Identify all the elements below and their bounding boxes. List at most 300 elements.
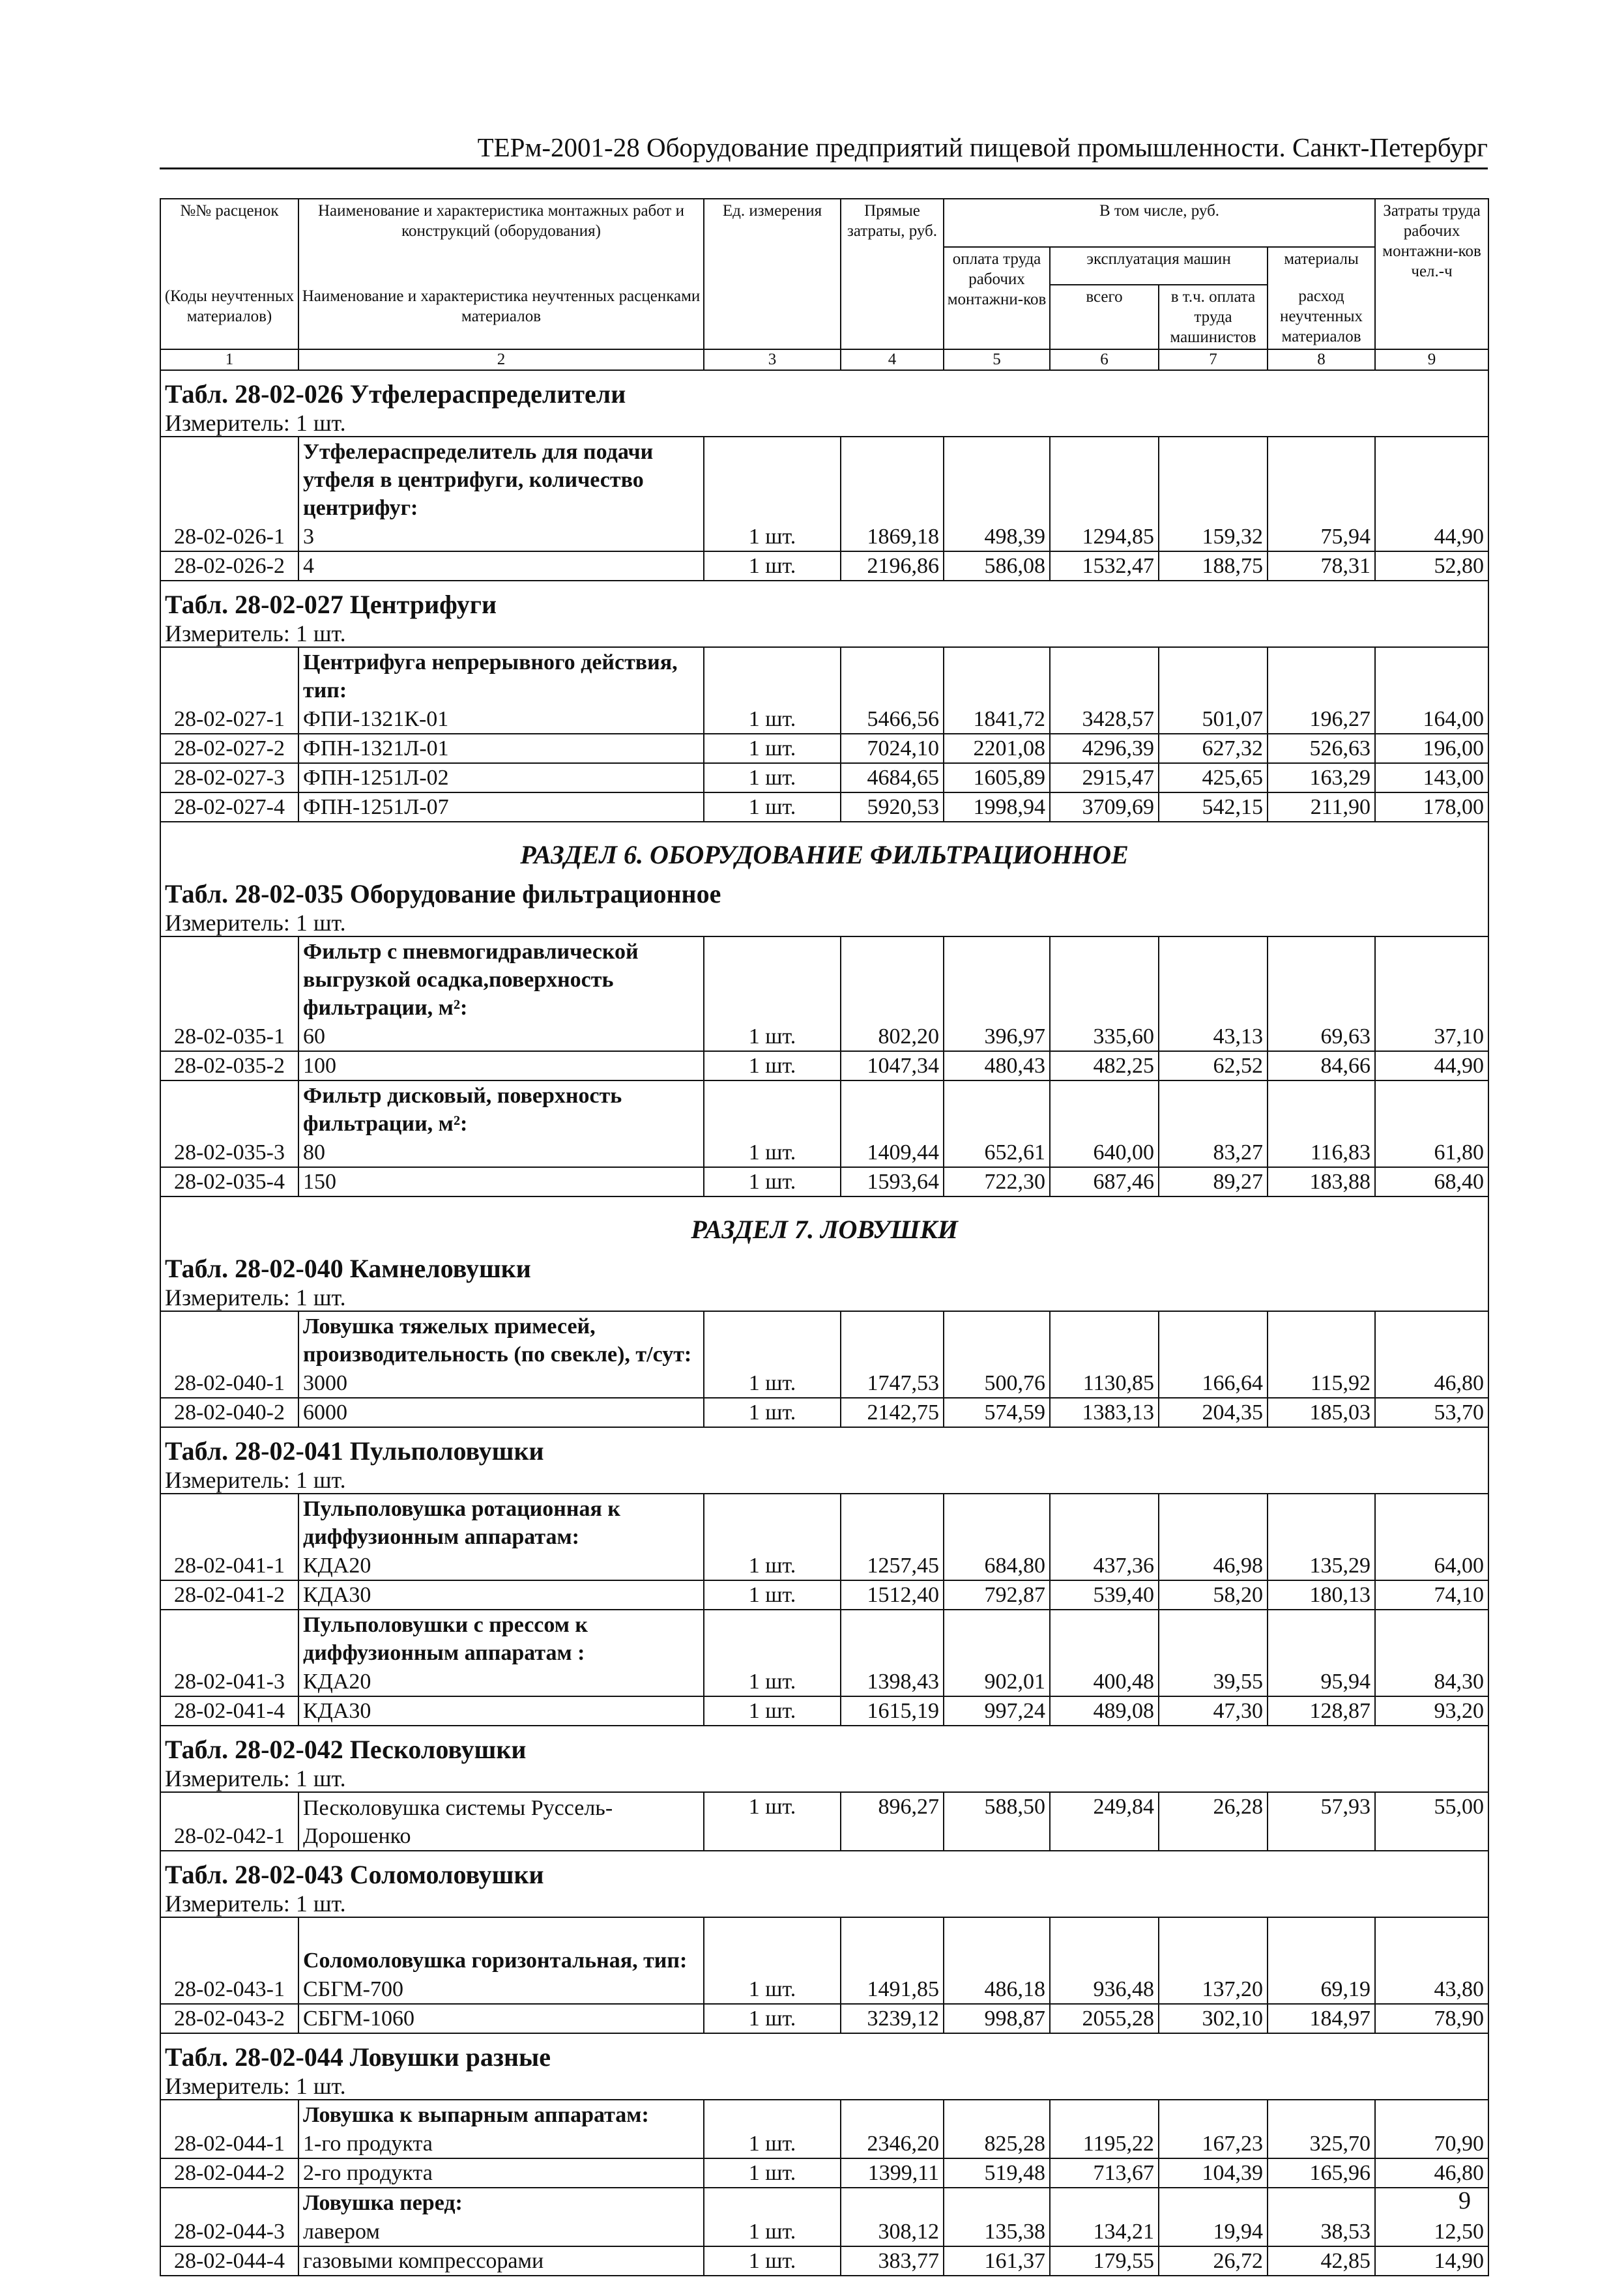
empty-cell (1375, 936, 1488, 1022)
cell-materials: 325,70 (1268, 2129, 1375, 2158)
cell-materials: 185,03 (1268, 1398, 1375, 1427)
empty-cell (841, 647, 944, 704)
cell-labor-pay: 1605,89 (944, 763, 1050, 792)
cell-machinist-pay: 167,23 (1159, 2129, 1268, 2158)
head-materials: материалы (1268, 247, 1375, 285)
col-num-1: 1 (160, 349, 298, 370)
cell-direct-costs: 1747,53 (841, 1369, 944, 1398)
cell-direct-costs: 1869,18 (841, 522, 944, 551)
empty-cell (1268, 1311, 1375, 1369)
cell-direct-costs: 1512,40 (841, 1580, 944, 1610)
cell-direct-costs: 7024,10 (841, 734, 944, 763)
cell-machine-total: 2055,28 (1050, 2004, 1159, 2033)
cell-direct-costs: 1409,44 (841, 1138, 944, 1167)
head-machine-total: всего (1050, 285, 1159, 349)
cell-unit: 1 шт. (704, 1138, 841, 1167)
cell-labor-hours: 55,00 (1375, 1792, 1488, 1851)
cell-direct-costs: 1491,85 (841, 1975, 944, 2004)
cell-machine-total: 1130,85 (1050, 1369, 1159, 1398)
cell-machine-total: 936,48 (1050, 1975, 1159, 2004)
cell-rate-code: 28-02-044-2 (160, 2158, 298, 2188)
measure-unit: Измеритель: 1 шт. (160, 2073, 1488, 2100)
empty-cell (841, 1311, 944, 1369)
cell-labor-pay: 498,39 (944, 522, 1050, 551)
group-description: Центрифуга непрерывного действия, тип: (298, 647, 704, 704)
cell-unit: 1 шт. (704, 1051, 841, 1080)
col-num-7: 7 (1159, 349, 1268, 370)
cell-direct-costs: 1593,64 (841, 1167, 944, 1196)
cell-rate-code: 28-02-042-1 (160, 1792, 298, 1851)
table-row (160, 1580, 1488, 1610)
cell-labor-pay: 586,08 (944, 551, 1050, 581)
head-machine-operation: эксплуатация машин (1050, 247, 1268, 285)
cell-machinist-pay: 26,28 (1159, 1792, 1268, 1851)
empty-cell (1375, 1080, 1488, 1138)
cell-machinist-pay: 104,39 (1159, 2158, 1268, 2188)
cell-work-name: лавером (298, 2217, 704, 2246)
cell-unit: 1 шт. (704, 522, 841, 551)
cell-labor-pay: 722,30 (944, 1167, 1050, 1196)
cell-rate-code: 28-02-027-1 (160, 704, 298, 734)
col-num-8: 8 (1268, 349, 1375, 370)
cell-work-name: КДА30 (298, 1580, 704, 1610)
cell-materials: 95,94 (1268, 1667, 1375, 1696)
cell-unit: 1 шт. (704, 1580, 841, 1610)
empty-cell (1050, 437, 1159, 522)
cell-labor-hours: 93,20 (1375, 1696, 1488, 1726)
empty-cell (704, 2188, 841, 2217)
cell-unit: 1 шт. (704, 1667, 841, 1696)
measure-row (160, 1467, 1488, 1494)
cell-labor-hours: 196,00 (1375, 734, 1488, 763)
cell-work-name: ФПИ-1321К-01 (298, 704, 704, 734)
cell-unit: 1 шт. (704, 1022, 841, 1051)
empty-cell (704, 1311, 841, 1369)
empty-cell (1375, 437, 1488, 522)
cell-labor-pay: 652,61 (944, 1138, 1050, 1167)
cell-machinist-pay: 542,15 (1159, 792, 1268, 822)
cell-labor-pay: 519,48 (944, 2158, 1050, 2188)
cell-direct-costs: 1257,45 (841, 1551, 944, 1580)
empty-cell (944, 647, 1050, 704)
cell-unit: 1 шт. (704, 1167, 841, 1196)
empty-cell (944, 2100, 1050, 2129)
cell-rate-code: 28-02-040-1 (160, 1369, 298, 1398)
head-unaccounted-name: Наименование и характеристика неучтенных расценками материалов (298, 285, 704, 349)
cell-materials: 115,92 (1268, 1369, 1375, 1398)
cell-labor-hours: 52,80 (1375, 551, 1488, 581)
cell-rate-code: 28-02-044-4 (160, 2246, 298, 2276)
empty-cell (160, 936, 298, 1022)
cell-materials: 211,90 (1268, 792, 1375, 822)
cell-work-name: газовыми компрессорами (298, 2246, 704, 2276)
head-labor-pay (944, 247, 1050, 349)
cell-materials: 526,63 (1268, 734, 1375, 763)
group-description: Ловушка к выпарным аппаратам: (298, 2100, 704, 2129)
col-num-3: 3 (704, 349, 841, 370)
cell-unit: 1 шт. (704, 2158, 841, 2188)
cell-labor-hours: 64,00 (1375, 1551, 1488, 1580)
cell-work-name: 80 (298, 1138, 704, 1167)
cell-unit: 1 шт. (704, 1369, 841, 1398)
rates-table (160, 198, 1489, 2276)
page-number: 9 (1458, 2187, 1471, 2214)
empty-cell (841, 1610, 944, 1667)
cell-rate-code: 28-02-026-2 (160, 551, 298, 581)
cell-machine-total: 687,46 (1050, 1167, 1159, 1196)
table-title-row (160, 1427, 1488, 1467)
cell-rate-code: 28-02-040-2 (160, 1398, 298, 1427)
cell-labor-hours: 44,90 (1375, 1051, 1488, 1080)
group-description-row (160, 1311, 1488, 1369)
cell-machinist-pay: 627,32 (1159, 734, 1268, 763)
col-num-6: 6 (1050, 349, 1159, 370)
cell-machinist-pay: 47,30 (1159, 1696, 1268, 1726)
cell-work-name: Песколовушка системы Руссель-Дорошенко (298, 1792, 704, 1851)
measure-row (160, 1891, 1488, 1917)
empty-cell (944, 1610, 1050, 1667)
cell-machinist-pay: 159,32 (1159, 522, 1268, 551)
group-description: Пульполовушки с прессом к диффузионным аппаратам : (298, 1610, 704, 1667)
cell-work-name: ФПН-1251Л-07 (298, 792, 704, 822)
empty-cell (1268, 437, 1375, 522)
empty-cell (160, 1494, 298, 1551)
empty-cell (160, 647, 298, 704)
cell-rate-code: 28-02-035-3 (160, 1138, 298, 1167)
col-num-2: 2 (298, 349, 704, 370)
cell-machinist-pay: 83,27 (1159, 1138, 1268, 1167)
cell-machine-total: 539,40 (1050, 1580, 1159, 1610)
measure-unit: Измеритель: 1 шт. (160, 1284, 1488, 1311)
cell-direct-costs: 1398,43 (841, 1667, 944, 1696)
table-row (160, 1792, 1488, 1851)
cell-machine-total: 1383,13 (1050, 1398, 1159, 1427)
head-labor-pay-bottom: рабочих монтажни-ков (947, 270, 1047, 308)
table-row (160, 1138, 1488, 1167)
group-description: Пульполовушка ротационная к диффузионным аппаратам: (298, 1494, 704, 1551)
empty-cell (160, 2100, 298, 2129)
cell-machine-total: 3428,57 (1050, 704, 1159, 734)
cell-work-name: 1-го продукта (298, 2129, 704, 2158)
cell-unit: 1 шт. (704, 1398, 841, 1427)
empty-cell (704, 2100, 841, 2129)
empty-cell (944, 437, 1050, 522)
table-row (160, 1975, 1488, 2004)
cell-unit: 1 шт. (704, 734, 841, 763)
head-machinist-pay: в т.ч. оплата труда машинистов (1159, 285, 1268, 349)
cell-work-name: 150 (298, 1167, 704, 1196)
cell-direct-costs: 1615,19 (841, 1696, 944, 1726)
table-row (160, 792, 1488, 822)
cell-materials: 180,13 (1268, 1580, 1375, 1610)
cell-rate-code: 28-02-035-1 (160, 1022, 298, 1051)
empty-cell (160, 437, 298, 522)
cell-machine-total: 2915,47 (1050, 763, 1159, 792)
table-row (160, 1551, 1488, 1580)
section-heading-row (160, 822, 1488, 871)
group-description-row (160, 1610, 1488, 1667)
cell-rate-code: 28-02-027-2 (160, 734, 298, 763)
empty-cell (1375, 647, 1488, 704)
cell-machine-total: 335,60 (1050, 1022, 1159, 1051)
cell-labor-hours: 74,10 (1375, 1580, 1488, 1610)
cell-rate-code: 28-02-027-4 (160, 792, 298, 822)
measure-unit: Измеритель: 1 шт. (160, 410, 1488, 437)
cell-materials: 184,97 (1268, 2004, 1375, 2033)
empty-cell (704, 1494, 841, 1551)
cell-machinist-pay: 26,72 (1159, 2246, 1268, 2276)
table-title: Табл. 28-02-027 Центрифуги (160, 581, 1488, 620)
cell-rate-code: 28-02-043-1 (160, 1975, 298, 2004)
measure-row (160, 2073, 1488, 2100)
empty-cell (841, 936, 944, 1022)
table-row (160, 734, 1488, 763)
empty-cell (841, 1917, 944, 1975)
cell-labor-pay: 396,97 (944, 1022, 1050, 1051)
empty-cell (1159, 2100, 1268, 2129)
cell-labor-hours: 43,80 (1375, 1975, 1488, 2004)
empty-cell (841, 1494, 944, 1551)
table-row (160, 2158, 1488, 2188)
table-title-row (160, 1851, 1488, 1891)
table-row (160, 1167, 1488, 1196)
cell-machinist-pay: 425,65 (1159, 763, 1268, 792)
table-row (160, 2246, 1488, 2276)
empty-cell (160, 1917, 298, 1975)
cell-machine-total: 713,67 (1050, 2158, 1159, 2188)
cell-machine-total: 134,21 (1050, 2217, 1159, 2246)
cell-machine-total: 1195,22 (1050, 2129, 1159, 2158)
table-title-row (160, 1726, 1488, 1765)
empty-cell (1268, 1917, 1375, 1975)
empty-cell (1050, 647, 1159, 704)
cell-machinist-pay: 204,35 (1159, 1398, 1268, 1427)
cell-materials: 183,88 (1268, 1167, 1375, 1196)
table-title: Табл. 28-02-043 Соломоловушки (160, 1851, 1488, 1891)
cell-labor-pay: 684,80 (944, 1551, 1050, 1580)
empty-cell (1268, 647, 1375, 704)
measure-unit: Измеритель: 1 шт. (160, 1765, 1488, 1792)
cell-labor-pay: 997,24 (944, 1696, 1050, 1726)
cell-labor-pay: 500,76 (944, 1369, 1050, 1398)
cell-machinist-pay: 62,52 (1159, 1051, 1268, 1080)
head-work-name: Наименование и характеристика монтажных работ и конструкций (оборудования) (298, 199, 704, 285)
cell-unit: 1 шт. (704, 2246, 841, 2276)
cell-work-name: СБГМ-700 (298, 1975, 704, 2004)
cell-machinist-pay: 39,55 (1159, 1667, 1268, 1696)
cell-direct-costs: 3239,12 (841, 2004, 944, 2033)
table-title: Табл. 28-02-035 Оборудование фильтрационное (160, 871, 1488, 910)
table-row (160, 704, 1488, 734)
cell-work-name: 3 (298, 522, 704, 551)
measure-unit: Измеритель: 1 шт. (160, 620, 1488, 647)
cell-materials: 42,85 (1268, 2246, 1375, 2276)
cell-machinist-pay: 188,75 (1159, 551, 1268, 581)
cell-rate-code: 28-02-027-3 (160, 763, 298, 792)
cell-unit: 1 шт. (704, 1551, 841, 1580)
cell-direct-costs: 383,77 (841, 2246, 944, 2276)
cell-materials: 116,83 (1268, 1138, 1375, 1167)
empty-cell (704, 647, 841, 704)
head-labor-hours: Затраты труда рабочих монтажни-ков чел.-ч (1375, 199, 1488, 349)
cell-machinist-pay: 166,64 (1159, 1369, 1268, 1398)
group-description-row (160, 1080, 1488, 1138)
col-num-5: 5 (944, 349, 1050, 370)
table-title: Табл. 28-02-041 Пульполовушки (160, 1427, 1488, 1467)
cell-labor-pay: 2201,08 (944, 734, 1050, 763)
empty-cell (1375, 2188, 1488, 2217)
empty-cell (1050, 1080, 1159, 1138)
group-description: Утфелераспределитель для подачи утфеля в центрифуги, количество центрифуг: (298, 437, 704, 522)
group-description: Соломоловушка горизонтальная, тип: (298, 1917, 704, 1975)
cell-materials: 196,27 (1268, 704, 1375, 734)
head-rate-number: №№ расценок (160, 199, 298, 285)
cell-labor-hours: 37,10 (1375, 1022, 1488, 1051)
cell-unit: 1 шт. (704, 551, 841, 581)
cell-machine-total: 1532,47 (1050, 551, 1159, 581)
table-title-row (160, 581, 1488, 620)
empty-cell (704, 1080, 841, 1138)
cell-rate-code: 28-02-035-4 (160, 1167, 298, 1196)
cell-materials: 38,53 (1268, 2217, 1375, 2246)
empty-cell (1159, 1917, 1268, 1975)
cell-machinist-pay: 137,20 (1159, 1975, 1268, 2004)
cell-direct-costs: 308,12 (841, 2217, 944, 2246)
cell-machine-total: 489,08 (1050, 1696, 1159, 1726)
cell-work-name: СБГМ-1060 (298, 2004, 704, 2033)
cell-labor-pay: 1841,72 (944, 704, 1050, 734)
cell-materials: 75,94 (1268, 522, 1375, 551)
group-description-row (160, 1494, 1488, 1551)
cell-work-name: КДА20 (298, 1551, 704, 1580)
group-description: Фильтр дисковый, поверхность фильтрации, м²: (298, 1080, 704, 1138)
cell-work-name: 3000 (298, 1369, 704, 1398)
cell-labor-hours: 143,00 (1375, 763, 1488, 792)
cell-work-name: ФПН-1321Л-01 (298, 734, 704, 763)
cell-machinist-pay: 501,07 (1159, 704, 1268, 734)
table-row (160, 551, 1488, 581)
cell-labor-hours: 46,80 (1375, 2158, 1488, 2188)
cell-unit: 1 шт. (704, 2217, 841, 2246)
empty-cell (1375, 1311, 1488, 1369)
measure-row (160, 620, 1488, 647)
empty-cell (704, 1610, 841, 1667)
section-heading: РАЗДЕЛ 7. ЛОВУШКИ (160, 1196, 1488, 1245)
cell-machine-total: 437,36 (1050, 1551, 1159, 1580)
empty-cell (841, 2100, 944, 2129)
cell-unit: 1 шт. (704, 704, 841, 734)
empty-cell (1159, 1311, 1268, 1369)
empty-cell (944, 936, 1050, 1022)
empty-cell (1268, 1080, 1375, 1138)
table-row (160, 1369, 1488, 1398)
cell-direct-costs: 4684,65 (841, 763, 944, 792)
group-description: Ловушка перед: (298, 2188, 704, 2217)
empty-cell (1050, 1917, 1159, 1975)
cell-rate-code: 28-02-041-4 (160, 1696, 298, 1726)
measure-unit: Измеритель: 1 шт. (160, 1891, 1488, 1917)
header-rule (160, 167, 1488, 169)
cell-direct-costs: 5466,56 (841, 704, 944, 734)
empty-cell (841, 2188, 944, 2217)
cell-rate-code: 28-02-041-1 (160, 1551, 298, 1580)
cell-labor-pay: 792,87 (944, 1580, 1050, 1610)
empty-cell (1375, 2100, 1488, 2129)
cell-labor-pay: 588,50 (944, 1792, 1050, 1851)
table-head-row-1 (160, 199, 1488, 247)
cell-direct-costs: 1047,34 (841, 1051, 944, 1080)
cell-machine-total: 4296,39 (1050, 734, 1159, 763)
cell-labor-hours: 78,90 (1375, 2004, 1488, 2033)
cell-labor-hours: 178,00 (1375, 792, 1488, 822)
empty-cell (1268, 936, 1375, 1022)
cell-labor-hours: 12,50 (1375, 2217, 1488, 2246)
empty-cell (944, 1494, 1050, 1551)
empty-cell (1159, 437, 1268, 522)
column-numbers-row (160, 349, 1488, 370)
cell-labor-pay: 486,18 (944, 1975, 1050, 2004)
empty-cell (1159, 1494, 1268, 1551)
cell-work-name: 2-го продукта (298, 2158, 704, 2188)
empty-cell (704, 936, 841, 1022)
cell-machine-total: 179,55 (1050, 2246, 1159, 2276)
col-num-4: 4 (841, 349, 944, 370)
section-heading-row (160, 1196, 1488, 1245)
cell-machinist-pay: 58,20 (1159, 1580, 1268, 1610)
empty-cell (841, 1080, 944, 1138)
empty-cell (1050, 1610, 1159, 1667)
table-row (160, 1398, 1488, 1427)
group-description-row (160, 437, 1488, 522)
measure-unit: Измеритель: 1 шт. (160, 1467, 1488, 1494)
cell-machine-total: 1294,85 (1050, 522, 1159, 551)
cell-machine-total: 640,00 (1050, 1138, 1159, 1167)
cell-labor-hours: 53,70 (1375, 1398, 1488, 1427)
empty-cell (944, 2188, 1050, 2217)
empty-cell (1050, 2100, 1159, 2129)
cell-labor-pay: 480,43 (944, 1051, 1050, 1080)
empty-cell (1050, 1494, 1159, 1551)
col-num-9: 9 (1375, 349, 1488, 370)
empty-cell (944, 1917, 1050, 1975)
empty-cell (1375, 1494, 1488, 1551)
measure-row (160, 1284, 1488, 1311)
cell-work-name: 4 (298, 551, 704, 581)
empty-cell (944, 1311, 1050, 1369)
cell-machine-total: 400,48 (1050, 1667, 1159, 1696)
cell-rate-code: 28-02-044-1 (160, 2129, 298, 2158)
cell-materials: 57,93 (1268, 1792, 1375, 1851)
cell-machinist-pay: 43,13 (1159, 1022, 1268, 1051)
group-description-row (160, 2188, 1488, 2217)
group-description-row (160, 2100, 1488, 2129)
cell-direct-costs: 5920,53 (841, 792, 944, 822)
measure-row (160, 410, 1488, 437)
group-description: Ловушка тяжелых примесей, производительность (по свекле), т/сут: (298, 1311, 704, 1369)
table-row (160, 2217, 1488, 2246)
empty-cell (1159, 647, 1268, 704)
group-description-row (160, 1917, 1488, 1975)
head-unaccounted-materials: расход неучтенных материалов (1268, 285, 1375, 349)
cell-labor-hours: 44,90 (1375, 522, 1488, 551)
cell-labor-hours: 84,30 (1375, 1667, 1488, 1696)
cell-work-name: 100 (298, 1051, 704, 1080)
empty-cell (1050, 2188, 1159, 2217)
table-title: Табл. 28-02-026 Утфелераспределители (160, 370, 1488, 410)
empty-cell (1375, 1917, 1488, 1975)
table-title: Табл. 28-02-040 Камнеловушки (160, 1245, 1488, 1284)
cell-machine-total: 249,84 (1050, 1792, 1159, 1851)
